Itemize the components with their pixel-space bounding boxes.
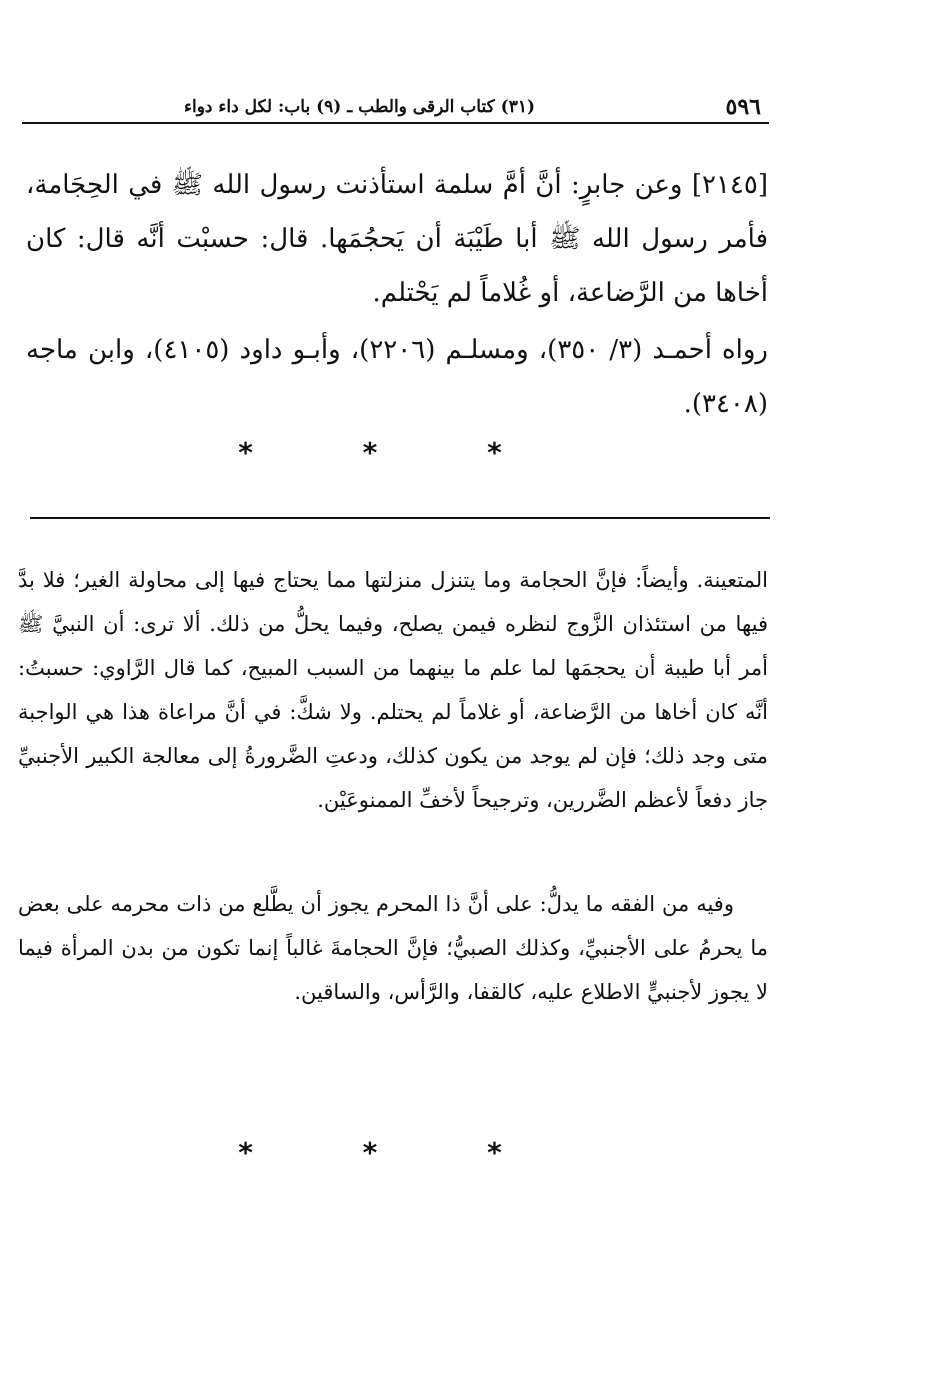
section-separator-asterisks: * * *: [238, 436, 552, 469]
commentary-block-2: [18, 882, 768, 1014]
commentary-paragraph: وفيه من الفقه ما يدلُّ: على أنَّ ذا المحرم يجوز أن يطَّلع من ذات محرمه على بعض ما يحرمُ على الأجنبيِّ، وكذلك الصبيُّ؛ فإنَّ الحجامةَ غالباً إنما تكون من بدن المرأة فيما لا يجوز لأجنبيٍّ الاطلاع عليه، كالقفا، والرَّأس، والساقين.: [18, 892, 768, 1004]
takhrij-paragraph: رواه أحمـد (٣/ ٣٥٠)، ومسلـم (٢٢٠٦)، وأبـو داود (٤١٠٥)، وابن ماجه (٣٤٠٨).: [26, 335, 768, 419]
commentary-paragraph: المتعينة. وأيضاً: فإنَّ الحجامة وما يتنزل منزلتها مما يحتاج فيها إلى محاولة الغير؛ فلا بدَّ فيها من استئذان الزَّوج لنظره فيمن يصلح، وفيما يحلُّ من ذلك. ألا ترى: أن النبيَّ ﷺ أمر أبا طيبة أن يحجمَها لما علم ما بينهما من السبب المبيح، كما قال الرَّاوي: حسبتُ: أنَّه كان أخاها من الرَّضاعة، أو غلاماً لم يحتلم. ولا شكَّ: في أنَّ مراعاة هذا هي الواجبة متى وجد ذلك؛ فإن لم يوجد من يكون كذلك، ودعتِ الضَّرورةُ إلى معالجة الكبير الأجنبيِّ جاز دفعاً لأعظم الضَّررين، وترجيحاً لأخفِّ الممنوعَيْن.: [18, 568, 768, 812]
header-rule: [22, 122, 769, 124]
running-head: (٣١) كتاب الرقى والطب ـ (٩) باب: لكل داء دواء: [184, 97, 535, 117]
hadith-text-block: [26, 158, 768, 320]
hadith-paragraph: [٢١٤٥] وعن جابرٍ: أنَّ أمَّ سلمة استأذنت رسول الله ﷺ في الحِجَامة، فأمر رسول الله ﷺ أبا طَيْبَة أن يَحجُمَها. قال: حسبْت أنَّه قال: كان أخاها من الرَّضاعة، أو غُلاماً لم يَحْتلم.: [26, 170, 768, 308]
commentary-block-1: [18, 558, 768, 822]
page-number: ٥٩٦: [725, 94, 761, 120]
end-separator-asterisks: * * *: [238, 1136, 552, 1169]
footnote-divider-rule: [30, 517, 770, 519]
page-header: [22, 92, 767, 126]
takhrij-block: [26, 323, 768, 431]
